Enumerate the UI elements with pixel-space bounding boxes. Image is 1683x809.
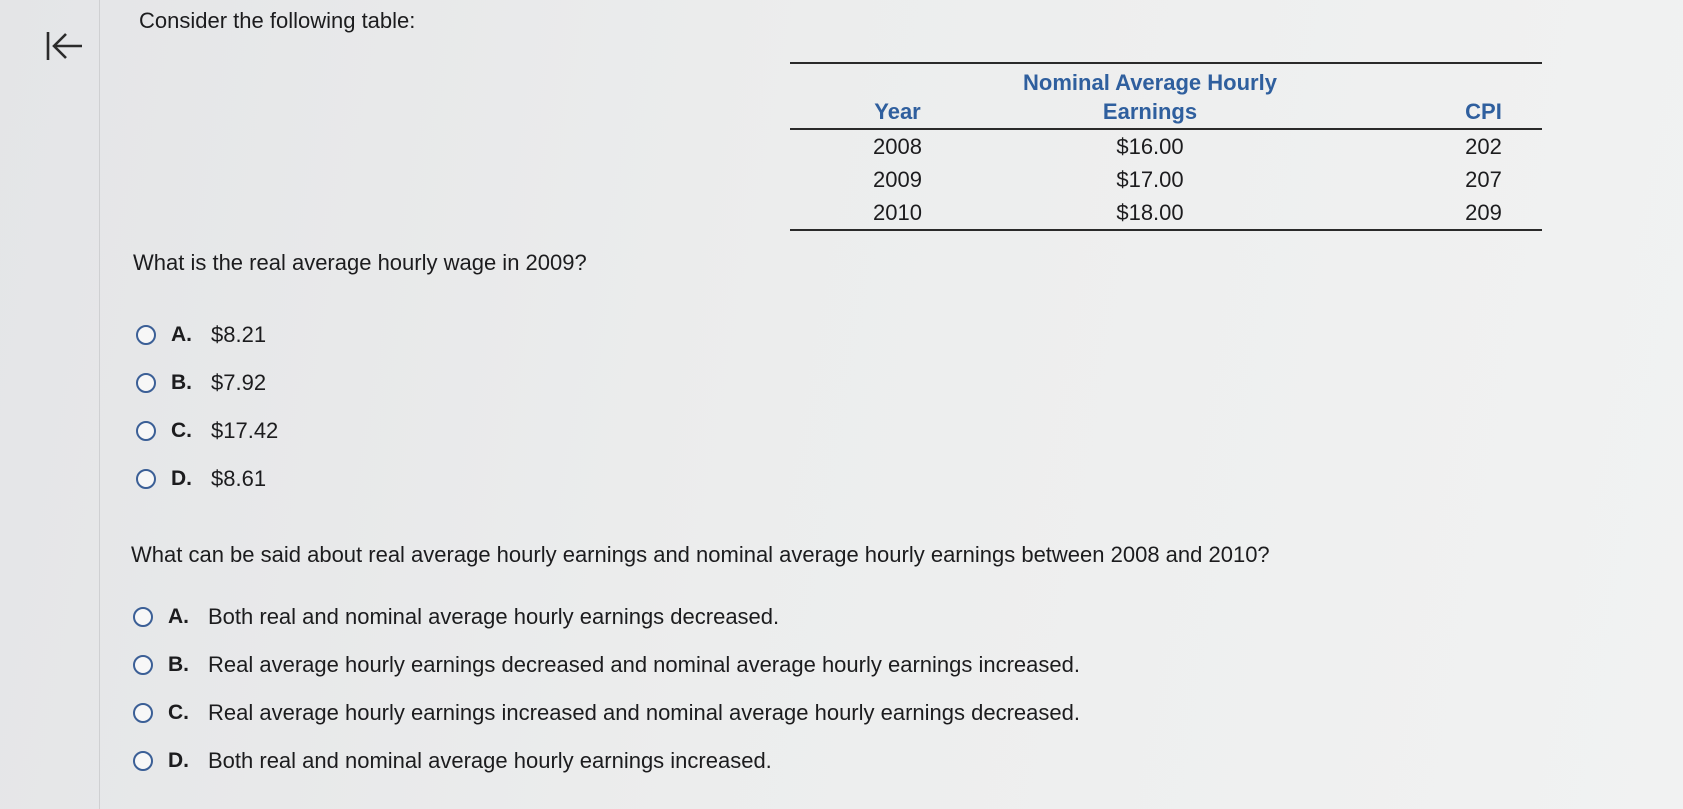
option-text: $7.92 <box>211 370 267 395</box>
option-letter: A. <box>168 605 189 628</box>
cell-earnings: $17.00 <box>1116 167 1184 192</box>
option-text: $8.61 <box>211 466 267 491</box>
radio-unselected-icon[interactable] <box>136 469 156 489</box>
option-text: $8.21 <box>211 322 267 347</box>
header-cpi: CPI <box>1465 99 1502 124</box>
option-text: Real average hourly earnings increased and nominal average hourly earnings decreased. <box>208 700 1080 725</box>
cell-year: 2009 <box>873 167 922 192</box>
left-sidebar <box>0 0 100 809</box>
option-letter: D. <box>171 467 192 490</box>
option-letter: D. <box>168 749 189 772</box>
header-earnings-line1: Nominal Average Hourly <box>1023 70 1277 95</box>
question-2-text: What can be said about real average hourly earnings and nominal average hourly earnings between 2008 and 2010? <box>131 542 1270 567</box>
question-2-option-b[interactable] <box>133 652 1080 678</box>
radio-unselected-icon[interactable] <box>136 325 156 345</box>
back-button[interactable] <box>42 24 86 68</box>
radio-unselected-icon[interactable] <box>136 373 156 393</box>
question-2-option-a[interactable] <box>133 604 779 630</box>
header-earnings <box>1005 63 1295 129</box>
radio-unselected-icon[interactable] <box>133 703 153 723</box>
table-header-row <box>790 63 1542 129</box>
radio-unselected-icon[interactable] <box>133 607 153 627</box>
table-row <box>790 163 1542 196</box>
cell-cpi: 202 <box>1465 134 1502 159</box>
question-2-option-d[interactable] <box>133 748 772 774</box>
question-1-option-b[interactable] <box>136 370 266 396</box>
cell-cpi: 209 <box>1465 200 1502 225</box>
cell-cpi: 207 <box>1465 167 1502 192</box>
radio-unselected-icon[interactable] <box>133 751 153 771</box>
option-text: $17.42 <box>211 418 279 443</box>
table-row <box>790 196 1542 230</box>
option-text: Real average hourly earnings decreased and nominal average hourly earnings increased. <box>208 652 1080 677</box>
cell-year: 2008 <box>873 134 922 159</box>
table-row <box>790 129 1542 163</box>
option-letter: B. <box>168 653 189 676</box>
radio-unselected-icon[interactable] <box>136 421 156 441</box>
header-year: Year <box>874 99 921 124</box>
collapse-left-arrow-icon <box>42 24 86 68</box>
data-table <box>790 62 1542 231</box>
cell-year: 2010 <box>873 200 922 225</box>
question-1-option-d[interactable] <box>136 466 266 492</box>
header-earnings-line2: Earnings <box>1102 99 1198 124</box>
option-letter: A. <box>171 323 192 346</box>
option-letter: C. <box>171 419 192 442</box>
option-letter: B. <box>171 371 192 394</box>
cell-earnings: $18.00 <box>1116 200 1184 225</box>
intro-text: Consider the following table: <box>139 8 416 33</box>
question-1-text: What is the real average hourly wage in 2009? <box>133 250 587 275</box>
option-letter: C. <box>168 701 189 724</box>
question-1-option-c[interactable] <box>136 418 278 444</box>
question-1-option-a[interactable] <box>136 322 266 348</box>
option-text: Both real and nominal average hourly earnings decreased. <box>208 604 780 629</box>
radio-unselected-icon[interactable] <box>133 655 153 675</box>
question-2-option-c[interactable] <box>133 700 1080 726</box>
cell-earnings: $16.00 <box>1116 134 1184 159</box>
option-text: Both real and nominal average hourly earnings increased. <box>208 748 772 773</box>
